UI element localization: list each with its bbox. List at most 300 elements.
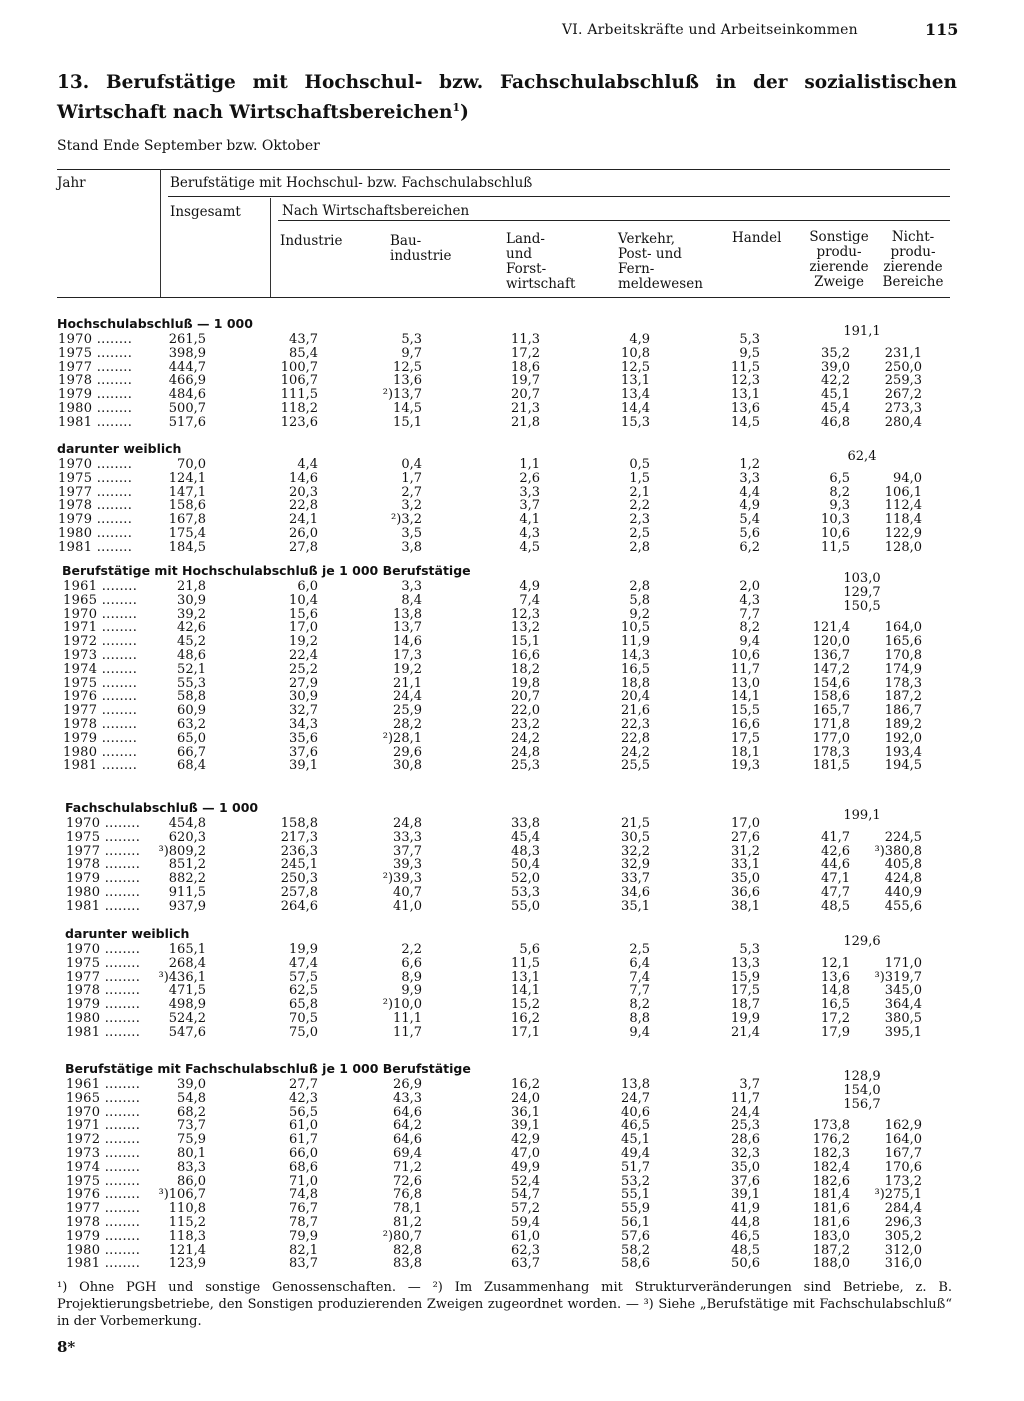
value-cell: 15,3 [621,414,650,430]
value-cell: 21,1 [393,675,422,691]
value-cell: 24,2 [511,730,540,746]
value-cell: 14,4 [621,401,650,416]
value-cell: 55,3 [177,675,206,691]
value-cell: 124,1 [168,470,206,486]
value-cell: 0,4 [401,457,422,472]
value-cell: 61,7 [289,1132,318,1148]
value-cell: 12,1 [821,955,850,971]
value-cell: 14,1 [731,689,760,705]
value-cell: 111,5 [280,387,318,403]
value-cell: 64,6 [393,1132,422,1148]
value-cell: 13,6 [731,401,760,416]
year-cell: 1978 ........ [66,983,141,999]
value-cell: 46,8 [821,414,850,430]
year-cell: 1965 ........ [63,592,138,608]
value-cell: 0,5 [629,457,650,472]
value-cell: 5,6 [739,526,760,541]
year-cell: 1977 ........ [63,703,138,719]
value-cell: 13,6 [393,373,422,389]
value-cell: 3,7 [739,1077,760,1092]
year-cell: 1961 ........ [63,579,138,594]
value-cell: 4,4 [739,484,760,500]
value-cell: 57,6 [621,1228,650,1244]
value-cell: 27,6 [731,829,760,845]
value-cell: 21,4 [731,1024,760,1040]
value-cell: 18,6 [511,359,540,375]
value-cell: 2,1 [629,484,650,500]
value-cell: 18,1 [731,744,760,760]
year-cell: 1977 ........ [66,969,141,985]
value-cell: 8,2 [629,997,650,1013]
combined-value-cell: 150,5 [843,598,881,614]
value-cell: 162,9 [884,1118,922,1134]
value-cell: 183,0 [812,1228,850,1244]
value-cell: 115,2 [168,1215,206,1230]
value-cell: 170,6 [884,1159,922,1175]
value-cell: 24,0 [511,1090,540,1106]
value-cell: 32,9 [621,857,650,873]
value-cell: 284,4 [884,1201,922,1217]
value-cell: 76,8 [393,1187,422,1203]
value-cell: ²)10,0 [382,997,422,1013]
year-cell: 1975 ........ [66,955,141,971]
value-cell: 118,4 [884,512,922,528]
value-cell: 187,2 [812,1242,850,1258]
value-cell: 851,2 [168,857,206,873]
value-cell: 56,5 [289,1104,318,1120]
year-cell: 1972 ........ [63,634,138,650]
value-cell: 43,3 [393,1090,422,1106]
value-cell: 45,1 [821,387,850,403]
year-cell: 1976 ........ [63,689,138,705]
value-cell: 39,1 [731,1187,760,1203]
title-close: ) [460,102,469,124]
value-cell: 51,7 [621,1159,650,1175]
value-cell: 2,2 [629,498,650,514]
value-cell: 192,0 [884,730,922,746]
value-cell: 28,2 [393,717,422,732]
value-cell: 14,6 [393,634,422,650]
value-cell: 165,7 [812,703,850,719]
value-cell: 31,2 [731,843,760,859]
value-cell: 14,6 [289,470,318,486]
value-cell: 20,4 [621,689,650,705]
value-cell: 5,6 [519,942,540,957]
year-cell: 1981 ........ [66,1024,141,1040]
value-cell: 122,9 [884,526,922,541]
value-cell: 167,8 [168,512,206,528]
value-cell: 1,7 [401,470,422,486]
value-cell: 13,1 [621,373,650,389]
value-cell: 52,0 [511,871,540,887]
year-cell: 1980 ........ [66,885,141,900]
value-cell: 35,0 [731,871,760,887]
value-cell: 75,9 [177,1132,206,1148]
value-cell: 3,3 [519,484,540,500]
value-cell: 147,1 [168,484,206,500]
value-cell: 10,4 [289,592,318,608]
value-cell: 187,2 [884,689,922,705]
value-cell: 60,9 [177,703,206,719]
value-cell: 182,3 [812,1146,850,1161]
value-cell: 36,6 [731,885,760,900]
value-cell: 7,4 [519,592,540,608]
value-cell: 6,4 [629,955,650,971]
value-cell: 9,5 [739,345,760,361]
value-cell: 2,6 [519,470,540,486]
value-cell: 56,1 [621,1215,650,1230]
value-cell: 5,3 [401,332,422,347]
value-cell: ²)28,1 [382,730,422,746]
value-cell: 17,9 [821,1024,850,1040]
header-verkehr: Verkehr, Post- und Fern- meldewesen [618,231,703,292]
value-cell: 24,4 [731,1104,760,1120]
value-cell: 21,3 [511,401,540,416]
value-cell: 7,4 [629,969,650,985]
value-cell: 17,0 [289,620,318,636]
year-cell: 1975 ........ [63,675,138,691]
year-cell: 1981 ........ [58,539,133,555]
value-cell: 14,3 [621,648,650,663]
value-cell: 57,2 [511,1201,540,1217]
value-cell: 158,6 [812,689,850,705]
value-cell: 27,7 [289,1077,318,1092]
year-cell: 1981 ........ [58,414,133,430]
value-cell: 47,1 [821,871,850,887]
value-cell: 164,0 [884,620,922,636]
value-cell: 9,9 [401,983,422,999]
value-cell: 19,2 [289,634,318,650]
value-cell: 45,2 [177,634,206,650]
value-cell: 13,8 [393,606,422,622]
value-cell: 15,5 [731,703,760,719]
year-cell: 1979 ........ [58,387,133,403]
section-heading: Berufstätige mit Hochschulabschluß je 1 000 Berufstätige [62,563,471,578]
value-cell: 33,1 [731,857,760,873]
value-cell: 85,4 [289,345,318,361]
year-cell: 1978 ........ [58,498,133,514]
value-cell: 178,3 [812,744,850,760]
value-cell: 9,4 [739,634,760,650]
value-cell: 19,7 [511,373,540,389]
value-cell: 54,7 [511,1187,540,1203]
value-cell: 517,6 [168,414,206,430]
year-cell: 1980 ........ [58,401,133,416]
value-cell: 620,3 [168,829,206,845]
value-cell: 6,2 [739,539,760,555]
value-cell: 16,6 [731,717,760,732]
value-cell: 57,5 [289,969,318,985]
value-cell: 120,0 [812,634,850,650]
value-cell: 52,1 [177,661,206,677]
value-cell: ³)436,1 [158,969,206,985]
value-cell: 380,5 [884,1011,922,1026]
value-cell: 259,3 [884,373,922,389]
value-cell: 4,5 [519,539,540,555]
value-cell: 10,5 [621,620,650,636]
value-cell: 8,9 [401,969,422,985]
header-insgesamt: Insgesamt [170,204,241,220]
value-cell: 280,4 [884,414,922,430]
value-cell: 18,2 [511,661,540,677]
year-cell: 1965 ........ [66,1090,141,1106]
value-cell: 45,4 [511,829,540,845]
header-handel: Handel [732,230,782,246]
value-cell: 29,6 [393,744,422,760]
value-cell: 44,8 [731,1215,760,1230]
value-cell: 10,3 [821,512,850,528]
value-cell: 53,3 [511,885,540,900]
value-cell: 6,0 [297,579,318,594]
value-cell: 165,6 [884,634,922,650]
value-cell: 41,7 [821,829,850,845]
value-cell: 1,5 [629,470,650,486]
value-cell: 33,7 [621,871,650,887]
year-cell: 1977 ........ [66,843,141,859]
value-cell: 80,1 [177,1146,206,1161]
value-cell: 62,3 [511,1242,540,1258]
value-cell: 86,0 [177,1173,206,1189]
value-cell: 33,3 [393,829,422,845]
value-cell: 30,9 [289,689,318,705]
value-cell: 106,1 [884,484,922,500]
value-cell: 13,2 [511,620,540,636]
value-cell: 484,6 [168,387,206,403]
header-group: Berufstätige mit Hochschul- bzw. Fachschulabschluß [170,175,533,191]
value-cell: 26,0 [289,526,318,541]
value-cell: 194,5 [884,758,922,774]
value-cell: 71,0 [289,1173,318,1189]
year-cell: 1974 ........ [63,661,138,677]
value-cell: 8,8 [629,1011,650,1026]
value-cell: 83,8 [393,1256,422,1272]
value-cell: 364,4 [884,997,922,1013]
value-cell: 59,4 [511,1215,540,1230]
value-cell: 224,5 [884,829,922,845]
value-cell: 46,5 [621,1118,650,1134]
title-footnote-mark: 1 [452,101,461,114]
value-cell: 42,6 [821,843,850,859]
value-cell: 454,8 [168,816,206,831]
header-jahr: Jahr [57,175,86,191]
value-cell: 11,5 [731,359,760,375]
value-cell: 68,6 [289,1159,318,1175]
value-cell: 19,9 [289,942,318,957]
value-cell: 25,2 [289,661,318,677]
value-cell: 217,3 [280,829,318,845]
value-cell: 171,0 [884,955,922,971]
value-cell: 17,5 [731,730,760,746]
value-cell: 175,4 [168,526,206,541]
value-cell: 11,1 [393,1011,422,1026]
value-cell: 42,2 [821,373,850,389]
year-cell: 1981 ........ [66,898,141,914]
value-cell: 22,8 [289,498,318,514]
value-cell: 17,2 [821,1011,850,1026]
value-cell: 38,1 [731,898,760,914]
value-cell: 181,5 [812,758,850,774]
value-cell: ³)106,7 [158,1187,206,1203]
value-cell: 78,1 [393,1201,422,1217]
value-cell: 5,3 [739,332,760,347]
table-title-text: 13. Berufstätige mit Hochschul- bzw. Fachschulabschluß in der sozialistischen Wirtschaft nach Wirtschaftsbereichen [57,72,957,124]
value-cell: 58,2 [621,1242,650,1258]
value-cell: 466,9 [168,373,206,389]
value-cell: 405,8 [884,857,922,873]
header-land-forst: Land- und Forst- wirtschaft [506,231,576,292]
value-cell: 3,3 [739,470,760,486]
value-cell: 25,3 [731,1118,760,1134]
header-nichtproduzierende: Nicht- produ- zierende Bereiche [882,229,944,290]
value-cell: 22,0 [511,703,540,719]
value-cell: 9,7 [401,345,422,361]
year-cell: 1978 ........ [63,717,138,732]
value-cell: 112,4 [884,498,922,514]
value-cell: 8,2 [829,484,850,500]
year-cell: 1970 ........ [63,606,138,622]
value-cell: 158,6 [168,498,206,514]
value-cell: 118,3 [168,1228,206,1244]
value-cell: ³)809,2 [158,843,206,859]
value-cell: 13,3 [731,955,760,971]
value-cell: 13,0 [731,675,760,691]
value-cell: 39,1 [511,1118,540,1134]
value-cell: 398,9 [168,345,206,361]
value-cell: ²)39,3 [382,871,422,887]
value-cell: 49,9 [511,1159,540,1175]
value-cell: 193,4 [884,744,922,760]
footnotes: ¹) Ohne PGH und sonstige Genossenschaften. — ²) Im Zusammenhang mit Strukturveränderungen sind Betriebe, z. B. Projektierungsbetriebe, den Sonstigen produzierenden Zweigen zugeordnet worden. — ³) Siehe „Berufstätige mit Fachschulabschluß“ in der Vorbemerkung. [57,1280,952,1329]
value-cell: 911,5 [168,885,206,900]
value-cell: 48,6 [177,648,206,663]
value-cell: 20,3 [289,484,318,500]
value-cell: 316,0 [884,1256,922,1272]
value-cell: 14,5 [731,414,760,430]
value-cell: 8,4 [401,592,422,608]
year-cell: 1973 ........ [63,648,138,663]
value-cell: 1,2 [739,457,760,472]
value-cell: 48,5 [731,1242,760,1258]
value-cell: 154,6 [812,675,850,691]
value-cell: 273,3 [884,401,922,416]
value-cell: 65,0 [177,730,206,746]
value-cell: 181,6 [812,1201,850,1217]
value-cell: 110,8 [168,1201,206,1217]
value-cell: 68,4 [177,758,206,774]
table-subtitle: Stand Ende September bzw. Oktober [57,138,320,154]
value-cell: 4,9 [629,332,650,347]
value-cell: 261,5 [168,332,206,347]
year-cell: 1978 ........ [66,857,141,873]
value-cell: 177,0 [812,730,850,746]
value-cell: 182,6 [812,1173,850,1189]
value-cell: 2,8 [629,579,650,594]
combined-value-cell: 103,0 [843,571,881,586]
value-cell: 106,7 [280,373,318,389]
value-cell: 444,7 [168,359,206,375]
value-cell: 69,4 [393,1146,422,1161]
value-cell: 47,0 [511,1146,540,1161]
value-cell: 19,3 [731,758,760,774]
value-cell: 24,4 [393,689,422,705]
value-cell: 22,3 [621,717,650,732]
value-cell: 3,7 [519,498,540,514]
value-cell: 3,3 [401,579,422,594]
value-cell: 13,6 [821,969,850,985]
value-cell: 27,9 [289,675,318,691]
value-cell: 27,8 [289,539,318,555]
value-cell: 13,1 [731,387,760,403]
value-cell: 12,3 [731,373,760,389]
value-cell: 11,7 [731,661,760,677]
value-cell: 937,9 [168,898,206,914]
value-cell: 2,5 [629,942,650,957]
value-cell: 13,7 [393,620,422,636]
value-cell: 82,8 [393,1242,422,1258]
value-cell: 498,9 [168,997,206,1013]
value-cell: 312,0 [884,1242,922,1258]
value-cell: ²)80,7 [382,1228,422,1244]
value-cell: 15,2 [511,997,540,1013]
value-cell: ²)13,7 [382,387,422,403]
value-cell: 173,8 [812,1118,850,1134]
value-cell: 39,2 [177,606,206,622]
value-cell: 10,6 [731,648,760,663]
value-cell: 500,7 [168,401,206,416]
value-cell: 11,5 [821,539,850,555]
value-cell: 83,7 [289,1256,318,1272]
value-cell: 75,0 [289,1024,318,1040]
value-cell: 181,6 [812,1215,850,1230]
value-cell: 6,5 [829,470,850,486]
year-cell: 1979 ........ [58,512,133,528]
value-cell: 123,9 [168,1256,206,1272]
value-cell: 20,7 [511,689,540,705]
value-cell: 64,2 [393,1118,422,1134]
value-cell: 50,4 [511,857,540,873]
value-cell: 21,8 [511,414,540,430]
value-cell: 164,0 [884,1132,922,1148]
value-cell: 39,1 [289,758,318,774]
value-cell: ³)275,1 [874,1187,922,1203]
value-cell: 9,3 [829,498,850,514]
value-cell: 7,7 [629,983,650,999]
value-cell: 55,0 [511,898,540,914]
year-cell: 1980 ........ [66,1011,141,1026]
section-heading: Hochschulabschluß — 1 000 [57,316,253,331]
value-cell: 16,5 [621,661,650,677]
section-heading: Fachschulabschluß — 1 000 [65,800,259,815]
value-cell: 22,4 [289,648,318,663]
combined-value-cell: 129,7 [843,584,881,600]
value-cell: 13,1 [511,969,540,985]
value-cell: 2,5 [629,526,650,541]
value-cell: 21,5 [621,816,650,831]
value-cell: 82,1 [289,1242,318,1258]
value-cell: 100,7 [280,359,318,375]
value-cell: 54,8 [177,1090,206,1106]
value-cell: 12,5 [621,359,650,375]
year-cell: 1970 ........ [66,1104,141,1120]
value-cell: 128,0 [884,539,922,555]
value-cell: ³)380,8 [874,843,922,859]
value-cell: 39,0 [177,1077,206,1092]
value-cell: 64,6 [393,1104,422,1120]
page-number: 115 [925,20,959,39]
value-cell: 66,7 [177,744,206,760]
value-cell: 10,8 [621,345,650,361]
year-cell: 1970 ........ [66,942,141,957]
